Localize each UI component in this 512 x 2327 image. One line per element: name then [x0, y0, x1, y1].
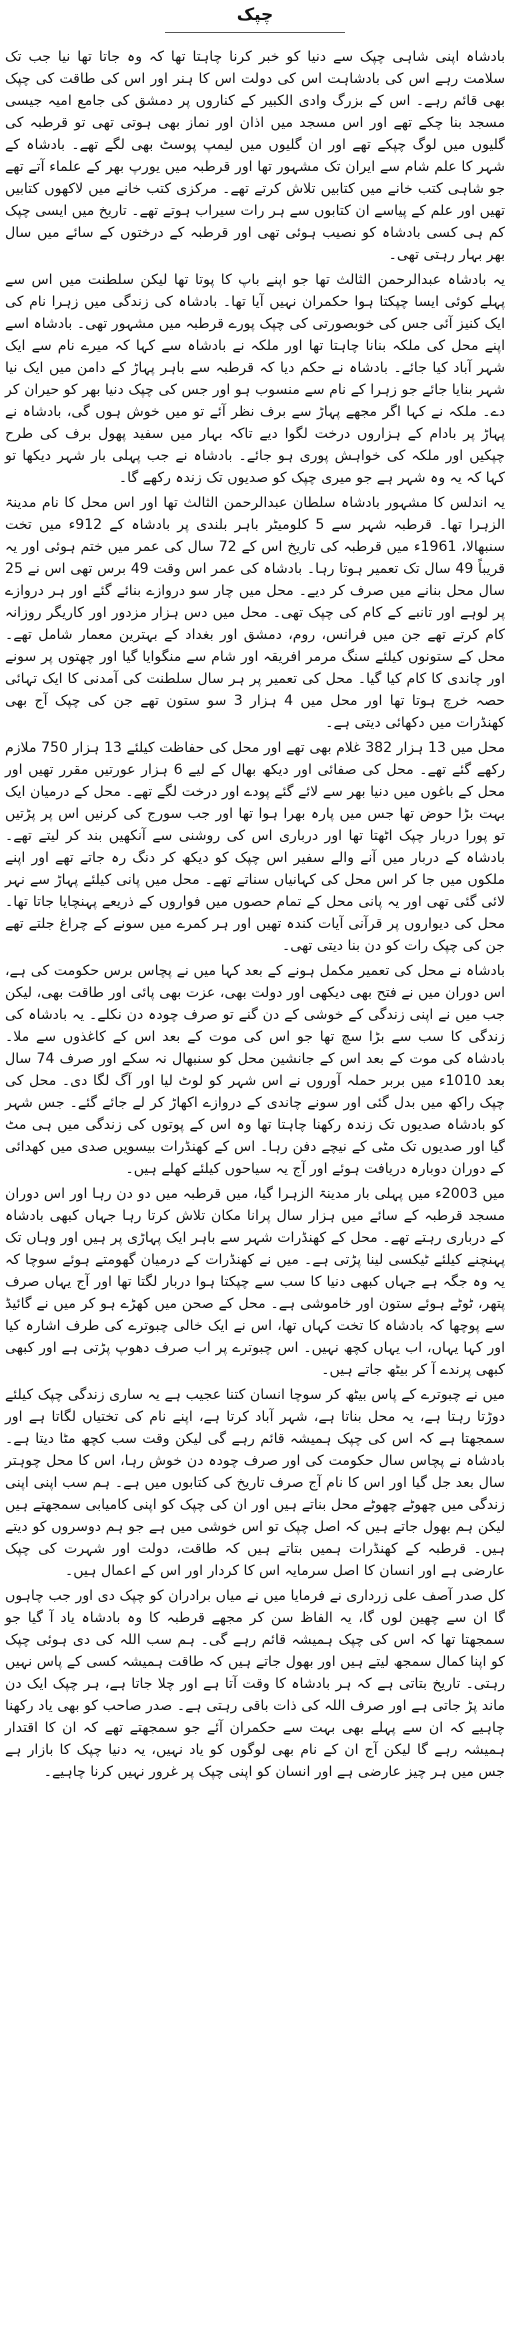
article-paragraph: محل میں 13 ہزار 382 غلام بھی تھے اور محل کی حفاظت کیلئے 13 ہزار 750 ملازم رکھے گئے تھے۔ محل کی صفائی اور دیکھ بھال کے لیے 6 ہزار عورتیں مقرر تھیں اور محل کے باغوں میں دنیا بھر سے لائے گئے پودے اور درخت لگے تھے۔ محل کے درمیان ایک بہت بڑا حوض تھا جس میں پارہ بھرا ہوا تھا اور جب سورج کی کرنیں اس پر پڑتیں تو پورا دربار چپک اٹھتا تھا اور درباری اس کی روشنی سے آنکھیں بند کر لیتے تھے۔ بادشاہ کے دربار میں آنے والے سفیر اس چپک کو دیکھ کر دنگ رہ جاتے تھے اور اپنے ملکوں میں جا کر اس محل کی کہانیاں سناتے تھے۔ محل میں پانی کیلئے پہاڑ سے نہر لائی گئی تھی اور یہ پانی محل کے تمام حصوں میں فواروں کے ذریعے پہنچایا جاتا تھا۔ محل کی دیواروں پر قرآنی آیات کندہ تھیں اور ہر کمرے میں سونے کے چراغ جلتے تھے جن کی چپک رات کو دن بنا دیتی تھی۔ [5, 740, 506, 954]
article-column [5, 0, 505, 2327]
article-paragraph: میں 2003ء میں پہلی بار مدینۃ الزہرا گیا، میں قرطبہ میں دو دن رہا اور اس دوران مسجد قرطبہ کے سائے میں ہزار سال پرانا مکان تلاش کرتا رہا جہاں کبھی بادشاہ کے درباری رہتے تھے۔ محل کے کھنڈرات شہر سے باہر ایک پہاڑی پر ہیں اور وہاں تک پہنچنے کیلئے ٹیکسی لینا پڑتی ہے۔ میں نے کھنڈرات کے درمیان گھومتے ہوئے سوچا کہ یہ وہ جگہ ہے جہاں کبھی دنیا کا سب سے چپکتا ہوا دربار لگتا تھا اور آج یہاں صرف پتھر، ٹوٹے ہوئے ستون اور خاموشی ہے۔ محل کے صحن میں کھڑے ہو کر میں نے گائیڈ سے پوچھا کہ بادشاہ کا تخت کہاں تھا، اس نے ایک خالی چبوترے کی طرف اشارہ کیا اور کہا یہاں، اب یہاں کچھ نہیں۔ اس چبوترے پر اب صرف دھوپ پڑتی ہے اور کبھی کبھی پرندے آ کر بیٹھ جاتے ہیں۔ [5, 1186, 505, 1378]
article-title: چپک [236, 5, 274, 25]
article-paragraph: بادشاہ نے محل کی تعمیر مکمل ہونے کے بعد کہا میں نے پچاس برس حکومت کی ہے، اس دوران میں نے فتح بھی دیکھی اور دولت بھی، عزت بھی پائی اور طاقت بھی، لیکن جب میں نے اپنی زندگی کے خوشی کے دن گنے تو صرف چودہ دن نکلے۔ یہ بادشاہ کی زندگی کا سب سے بڑا سچ تھا جو اس کی موت کے بعد اس کے کاغذوں سے ملا۔ بادشاہ کی موت کے بعد اس کے جانشین محل کو سنبھال نہ سکے اور صرف 74 سال بعد 1010ء میں بربر حملہ آوروں نے اس شہر کو لوٹ لیا اور آگ لگا دی۔ محل کی چپک راکھ میں بدل گئی اور سونے چاندی کے دروازے اکھاڑ کر لے جائے گئے۔ جس شہر کو بادشاہ صدیوں تک زندہ رکھنا چاہتا تھا وہ اس کے پوتوں کی زندگی میں ہی مٹ گیا اور صدیوں تک مٹی کے نیچے دفن رہا۔ اس کے کھنڈرات بیسویں صدی میں کھدائی کے دوران دوبارہ دریافت ہوئے اور آج یہ سیاحوں کیلئے کھلے ہیں۔ [5, 963, 505, 1177]
article-body [5, 46, 505, 1786]
article-header [5, 2, 505, 40]
article-paragraph: یہ بادشاہ عبدالرحمن الثالث تھا جو اپنے باپ کا پوتا تھا لیکن سلطنت میں اس سے پہلے کوئی ایسا چپکتا ہوا حکمران نہیں آیا تھا۔ بادشاہ کی زندگی میں زہرا نام کی ایک کنیز آئی جس کی خوبصورتی کی چپک پورے قرطبہ میں مشہور تھی۔ بادشاہ اسے اپنے محل کی ملکہ بنانا چاہتا تھا اور ملکہ نے بادشاہ سے کہا کہ میرے نام سے ایک شہر آباد کیا جائے۔ بادشاہ نے حکم دیا کہ قرطبہ سے باہر پہاڑ کے دامن میں ایک نیا شہر بنایا جائے جو زہرا کے نام سے منسوب ہو اور جس کی چپک دنیا بھر کو حیران کر دے۔ ملکہ نے کہا اگر مجھے پہاڑ سے برف نظر آئے تو میں خوش ہوں گی، بادشاہ نے پہاڑ پر بادام کے ہزاروں درخت لگوا دیے تاکہ بہار میں سفید پھول برف کی طرح چپکیں اور ملکہ کی خواہش پوری ہو جائے۔ بادشاہ نے جب پہلی بار شہر دیکھا تو کہا کہ یہ وہ شہر ہے جو میری چپک کو صدیوں تک زندہ رکھے گا۔ [5, 272, 505, 486]
article-paragraph: یہ اندلس کا مشہور بادشاہ سلطان عبدالرحمن الثالث تھا اور اس محل کا نام مدینۃ الزہرا تھا۔ قرطبہ شہر سے 5 کلومیٹر باہر بلندی پر بادشاہ کے 912ء میں تخت سنبھالا، 1961ء میں قرطبہ کی تاریخ اس کے 72 سال کی عمر میں ختم ہوئی اور یہ قریباً 49 سال تک تعمیر ہوتا رہا۔ بادشاہ کی عمر اس وقت 49 برس تھی اس نے 25 سال محل بنانے میں صرف کر دیے۔ محل میں چار سو دروازے بنائے گئے اور ہر دروازے پر لوہے اور تانبے کے کام کی چپک تھی۔ محل میں دس ہزار مزدور اور کاریگر روزانہ کام کرتے تھے جن میں فرانس، روم، دمشق اور بغداد کے بہترین معمار شامل تھے۔ محل کے ستونوں کیلئے سنگ مرمر افریقہ اور شام سے منگوایا گیا اور چھتوں پر سونے اور چاندی کا کام کیا گیا۔ محل کی تعمیر پر ہر سال سلطنت کی آمدنی کا ایک تہائی حصہ خرچ ہوتا تھا اور محل میں 4 ہزار 3 سو ستون تھے جن کی چپک آج بھی کھنڈرات میں دکھائی دیتی ہے۔ [5, 495, 506, 731]
article-paragraph: میں نے چبوترے کے پاس بیٹھ کر سوچا انسان کتنا عجیب ہے یہ ساری زندگی چپک کیلئے دوڑتا رہتا ہے، یہ محل بناتا ہے، شہر آباد کرتا ہے، اپنے نام کی تختیاں لگاتا ہے اور سمجھتا ہے کہ اس کی چپک ہمیشہ قائم رہے گی لیکن وقت سب کچھ مٹا دیتا ہے۔ بادشاہ نے پچاس سال حکومت کی اور صرف چودہ دن خوش رہا، اس کا محل چوہتر سال بعد جل گیا اور اس کا نام آج صرف تاریخ کی کتابوں میں ہے۔ ہم سب اپنی اپنی زندگی میں چھوٹے چھوٹے محل بناتے ہیں اور ان کی چپک کو اپنی کامیابی سمجھتے ہیں لیکن ہم بھول جاتے ہیں کہ اصل چپک تو اس خوشی میں ہے جو ہم دوسروں کو دیتے ہیں۔ قرطبہ کے کھنڈرات ہمیں بتاتے ہیں کہ طاقت، دولت اور شہرت کی چپک عارضی ہے اور انسان کا اصل سرمایہ اس کا کردار اور اس کے اعمال ہیں۔ [5, 1387, 505, 1579]
title-divider [165, 32, 345, 33]
article-paragraph: کل صدر آصف علی زرداری نے فرمایا میں نے میاں برادران کو چپک دی اور جب چاہوں گا ان سے چھین لوں گا، یہ الفاظ سن کر مجھے قرطبہ کا وہ بادشاہ یاد آ گیا جو سمجھتا تھا کہ اس کی چپک ہمیشہ قائم رہے گی۔ ہم سب اللہ کی دی ہوئی چپک کو اپنا کمال سمجھ لیتے ہیں اور بھول جاتے ہیں کہ طاقت ہمیشہ کسی کے پاس نہیں رہتی۔ تاریخ بتاتی ہے کہ ہر بادشاہ کا وقت آتا ہے اور چلا جاتا ہے، ہر چپک ایک دن ماند پڑ جاتی ہے اور صرف اللہ کی ذات باقی رہتی ہے۔ صدر صاحب کو بھی یاد رکھنا چاہیے کہ ان سے پہلے بھی بہت سے حکمران آئے جو سمجھتے تھے کہ ان کا اقتدار ہمیشہ رہے گا لیکن آج ان کے نام بھی لوگوں کو یاد نہیں، یہ دنیا چپک کا بازار ہے جس میں ہر چیز عارضی ہے اور انسان کو اپنی چپک پر غرور نہیں کرنا چاہیے۔ [5, 1588, 505, 1780]
article-paragraph: بادشاہ اپنی شاہی چپک سے دنیا کو خبر کرنا چاہتا تھا کہ وہ جاتا تھا نیا جب تک سلامت رہے اس کی بادشاہت اس کی دولت اس کا ہنر اور اس کی طاقت کی چپک بھی قائم رہے۔ اس کے بزرگ وادی الکبیر کے کناروں پر دمشق کی جامع امیہ جیسی مسجد بنا چکے تھے اور اس مسجد میں اذان اور نماز بھی ہوتی تھی تو قرطبہ کی گلیوں میں لوگ چپکے تھے اور ان گلیوں میں لیمپ پوسٹ بھی لگے تھے۔ بادشاہ کے شہر کا علم شام سے ایران تک مشہور تھا اور قرطبہ میں یورپ بھر کے علماء آتے تھے جو شاہی کتب خانے میں کتابیں تلاش کرتے تھے۔ مرکزی کتب خانے میں لاکھوں کتابیں تھیں اور علم کے پیاسے ان کتابوں سے ہر رات سیراب ہوتے تھے۔ تاریخ میں ایسی چپک کم ہی کسی بادشاہ کو نصیب ہوئی تھی اور قرطبہ کے درختوں کے سائے میں سال بھر بہار رہتی تھی۔ [5, 49, 505, 263]
